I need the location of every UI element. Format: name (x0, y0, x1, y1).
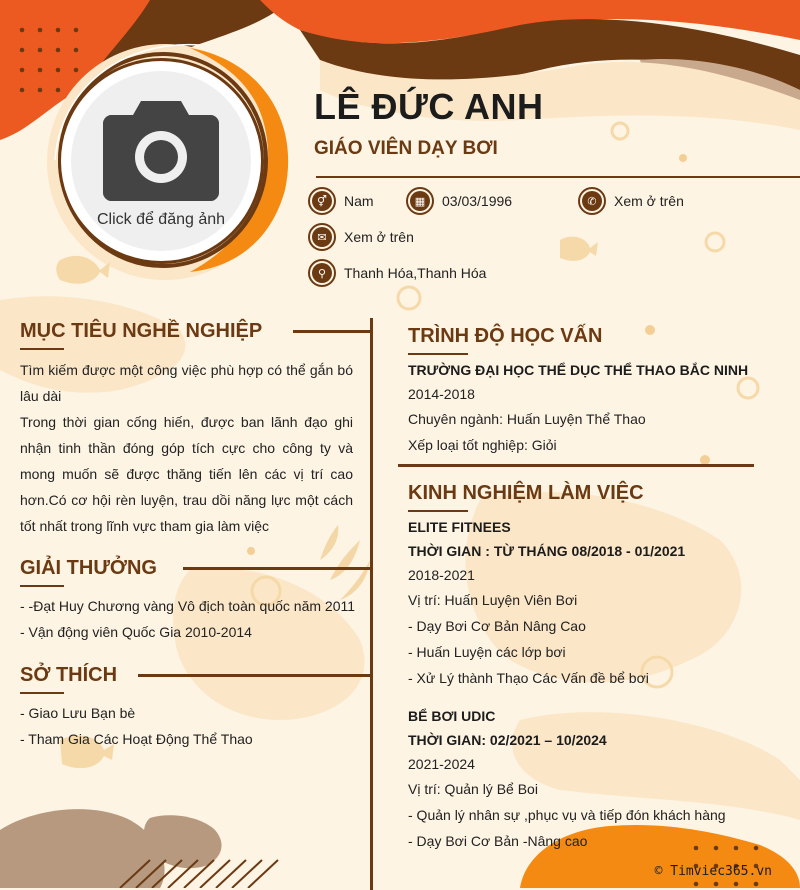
hobby-item: - Giao Lưu Bạn bè (20, 705, 136, 721)
camera-icon (103, 101, 219, 201)
award-item: - Vận động viên Quốc Gia 2010-2014 (20, 624, 252, 640)
experience-underline (408, 510, 468, 512)
job-title: GIÁO VIÊN DẠY BƠI (314, 138, 498, 159)
mail-icon: ✉ (308, 223, 336, 251)
gender-icon: ⚥ (308, 187, 336, 215)
education-divider (398, 464, 754, 467)
photo-upload-label: Click để đăng ảnh (96, 211, 226, 228)
contact-email (308, 223, 414, 251)
column-divider (370, 318, 373, 890)
hobby-item: - Tham Gia Các Hoạt Động Thể Thao (20, 731, 253, 747)
candidate-name: LÊ ĐỨC ANH (314, 86, 544, 127)
awards-underline (20, 585, 64, 587)
objective-title: MỤC TIÊU NGHỀ NGHIỆP (20, 320, 263, 342)
job-company: ELITE FITNEES (408, 519, 511, 535)
objective-connector (293, 330, 371, 333)
education-title: TRÌNH ĐỘ HỌC VẤN (408, 325, 603, 347)
phone-value: Xem ở trên (614, 193, 684, 209)
job-task: - Dạy Bơi Cơ Bản -Nâng cao (408, 833, 588, 849)
education-grade: Xếp loại tốt nghiệp: Giỏi (408, 437, 557, 453)
gender-value: Nam (344, 193, 374, 209)
awards-connector (183, 567, 371, 570)
address-value: Thanh Hóa,Thanh Hóa (344, 265, 487, 281)
location-icon: ⚲ (308, 259, 336, 287)
contact-gender (308, 187, 374, 215)
education-underline (408, 353, 468, 355)
school-name: TRƯỜNG ĐẠI HỌC THỂ DỤC THỂ THAO BẮC NINH (408, 362, 749, 378)
email-value: Xem ở trên (344, 229, 414, 245)
hobbies-title: SỞ THÍCH (20, 664, 118, 686)
job-position: Vị trí: Quản lý Bể Boi (408, 781, 538, 797)
job-period: THỜI GIAN : TỪ THÁNG 08/2018 - 01/2021 (408, 543, 686, 559)
award-item: - -Đạt Huy Chương vàng Vô địch toàn quốc năm 2011 (20, 598, 356, 614)
education-years: 2014-2018 (408, 386, 475, 402)
education-major: Chuyên ngành: Huấn Luyện Thể Thao (408, 411, 646, 427)
contact-birthday (406, 187, 512, 215)
job-task: - Quản lý nhân sự ,phục vụ và tiếp đón khách hàng (408, 807, 726, 823)
job-company: BỂ BƠI UDIC (408, 708, 496, 724)
phone-icon: ✆ (578, 187, 606, 215)
job-task: - Xử Lý thành Thạo Các Vấn đề bể bơi (408, 670, 649, 686)
job-position: Vị trí: Huấn Luyện Viên Bơi (408, 592, 578, 608)
job-years: 2018-2021 (408, 567, 475, 583)
objective-text-1: Tìm kiếm được một công việc phù hợp có thể gắn bó lâu dài (20, 362, 353, 404)
job-task: - Huấn Luyện các lớp bơi (408, 644, 566, 660)
hobbies-underline (20, 692, 64, 694)
footer-watermark: © Timviec365.vn (654, 864, 772, 879)
awards-title: GIẢI THƯỞNG (20, 557, 157, 579)
job-task: - Dạy Bơi Cơ Bản Nâng Cao (408, 618, 586, 634)
header-divider (316, 176, 800, 178)
objective-underline (20, 348, 64, 350)
hobbies-connector (138, 674, 371, 677)
job-years: 2021-2024 (408, 756, 475, 772)
job-period: THỜI GIAN: 02/2021 – 10/2024 (408, 732, 607, 748)
contact-phone (578, 187, 684, 215)
calendar-icon: ▦ (406, 187, 434, 215)
profile-photo-upload[interactable] (58, 58, 264, 264)
birthday-value: 03/03/1996 (442, 193, 513, 209)
objective-text-2: Trong thời gian cống hiến, được ban lãnh đạo ghi nhận tinh thần đóng góp tích cực cho công ty và mong muốn sẽ được thăng tiến lên các vị trí cao hơn.Có cơ hội rèn luyện, trau dồi năng lực một cách tốt nhất trong lĩnh vực tham gia làm việc (20, 414, 353, 534)
contact-address (308, 259, 486, 287)
experience-title: KINH NGHIỆM LÀM VIỆC (408, 482, 644, 504)
